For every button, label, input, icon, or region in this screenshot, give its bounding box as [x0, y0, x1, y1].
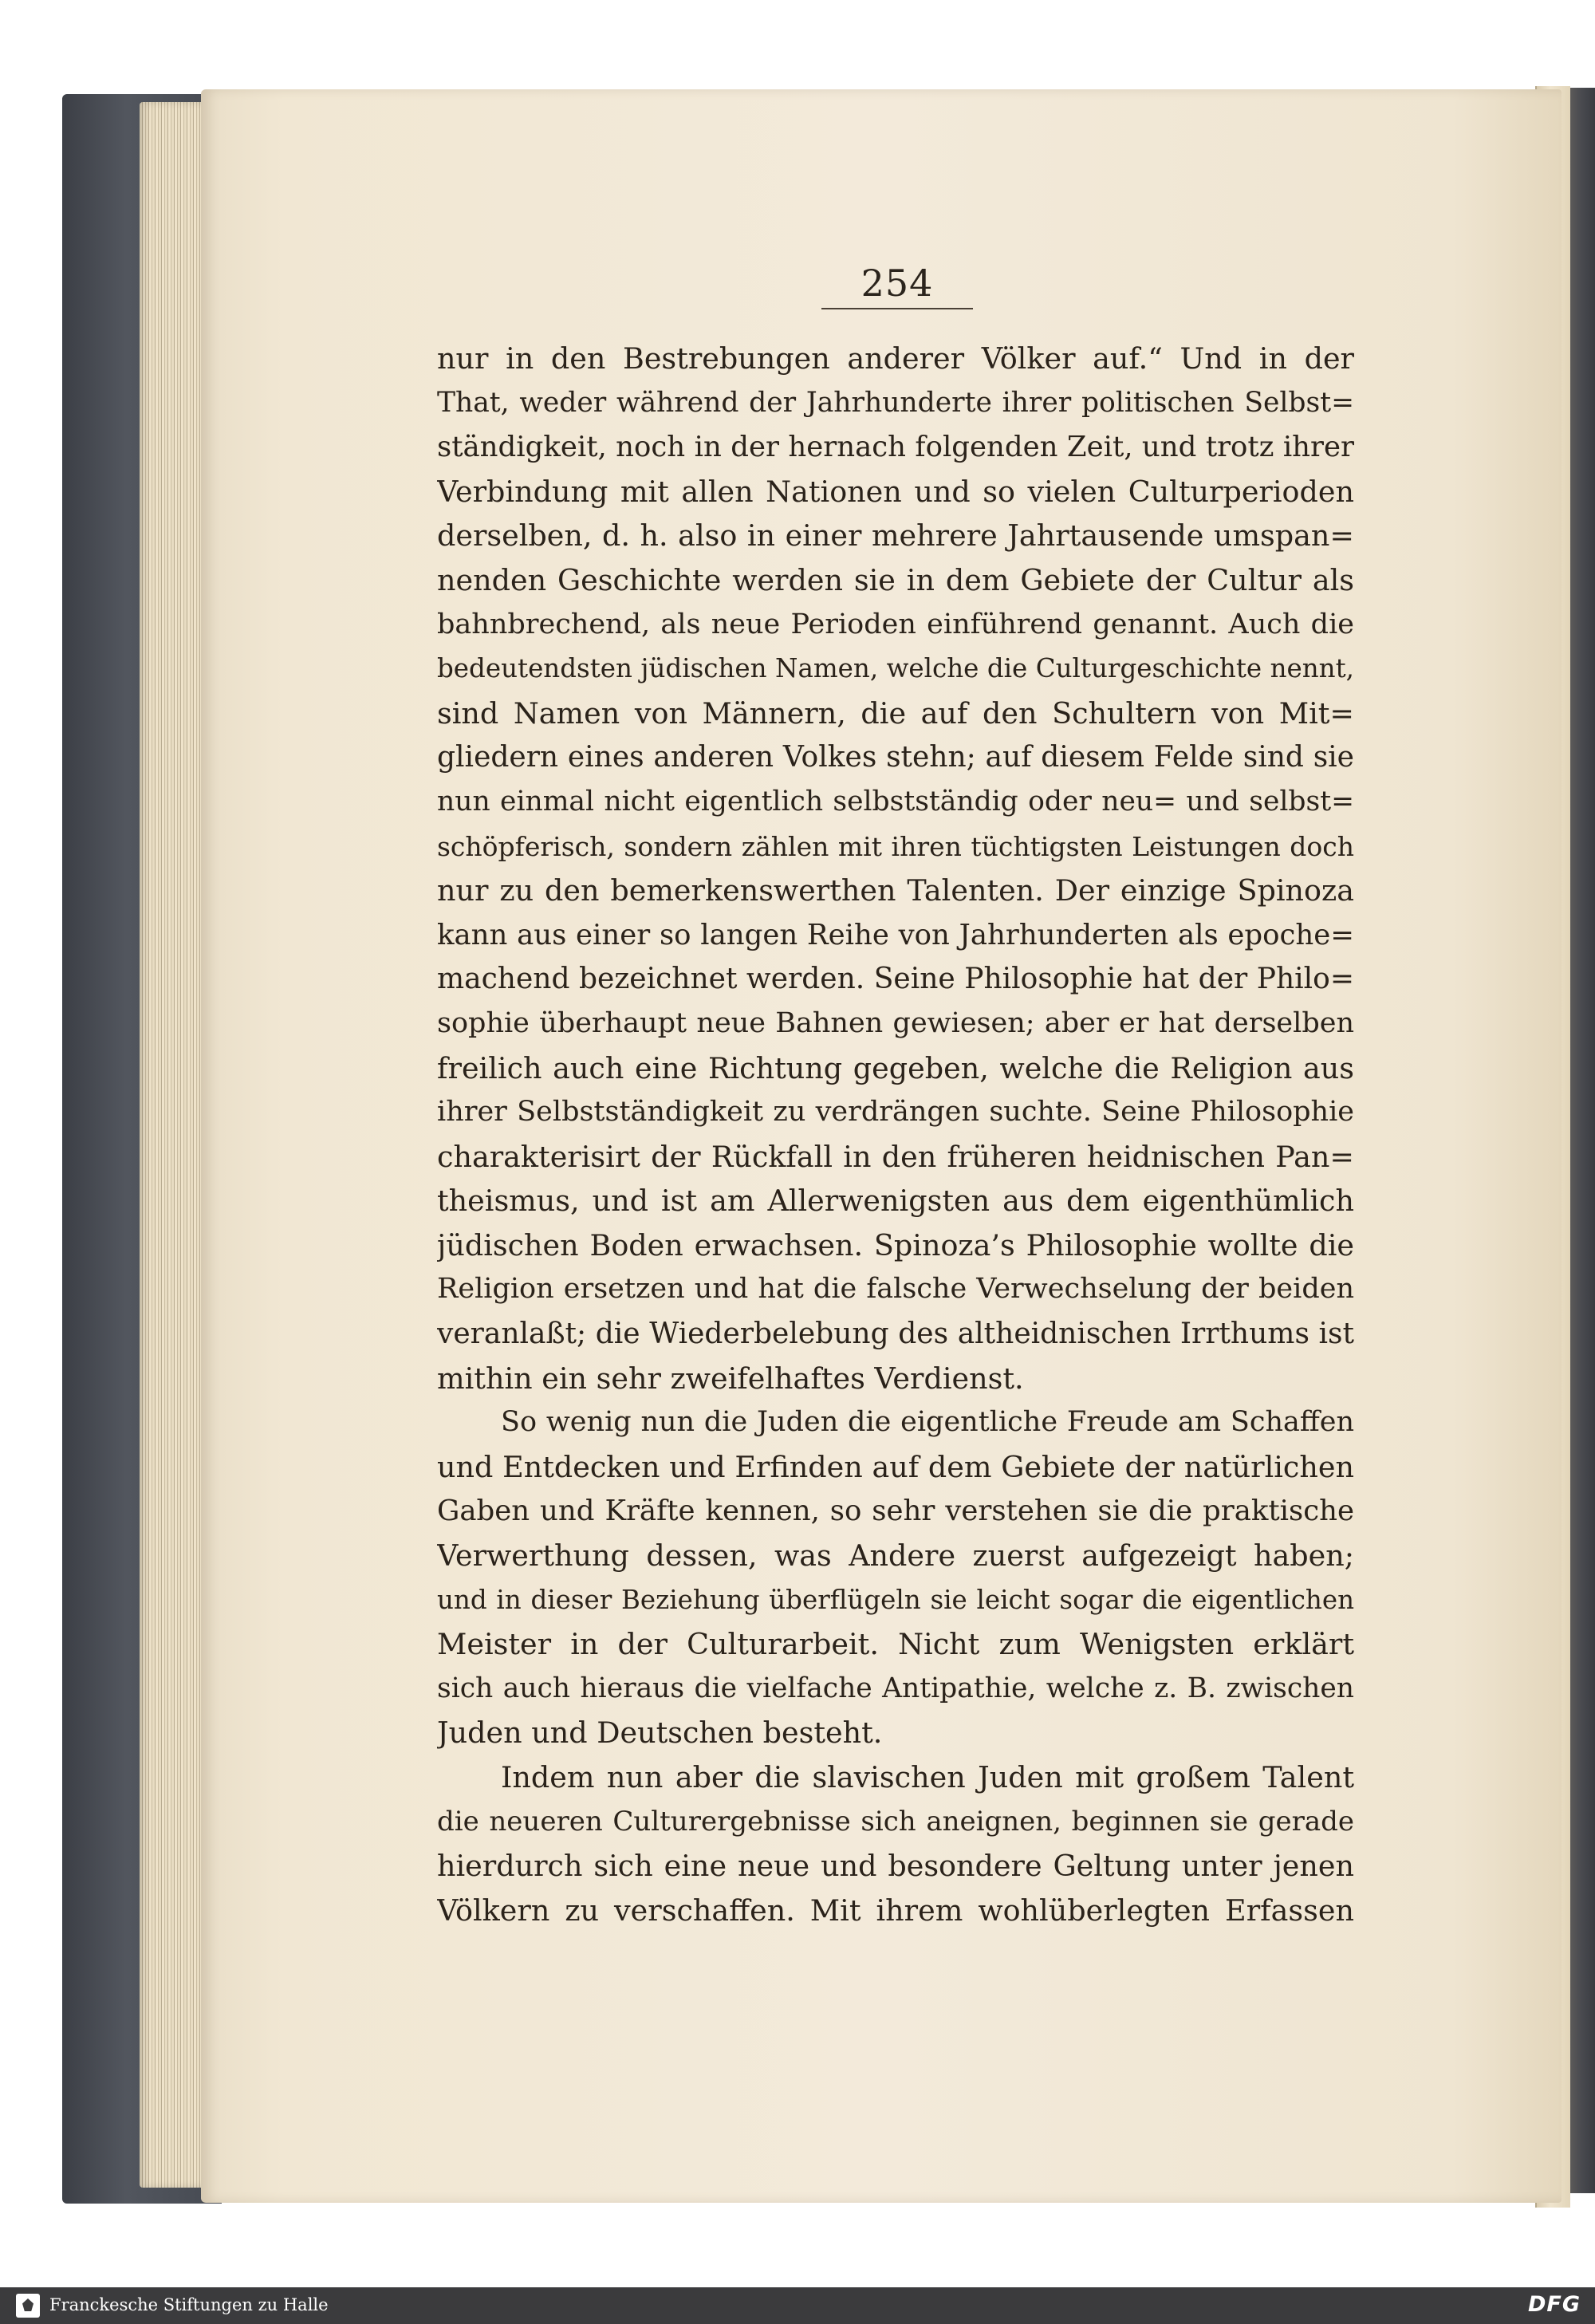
page-text	[437, 337, 1354, 1932]
text-line: sich auch hieraus die vielfache Antipathie, welche z. B. zwischen	[437, 1672, 1354, 1704]
institution-name: Franckesche Stiftungen zu Halle	[49, 2295, 329, 2314]
text-line: Verbindung mit allen Nationen und so vielen Culturperioden	[437, 474, 1354, 509]
text-line: ihrer Selbstständigkeit zu verdrängen suchte. Seine Philosophie	[437, 1096, 1354, 1129]
text-line: freilich auch eine Richtung gegeben, welche die Religion aus	[437, 1050, 1354, 1085]
page-edges	[140, 102, 207, 2188]
text-line: Gaben und Kräfte kennen, so sehr verstehen sie die praktische	[437, 1495, 1354, 1528]
text-line: hierdurch sich eine neue und besondere Geltung unter jenen	[437, 1849, 1354, 1884]
text-line: So wenig nun die Juden die eigentliche Freude am Schaffen	[501, 1406, 1354, 1439]
text-line: machend bezeichnet werden. Seine Philosophie hat der Philo=	[437, 963, 1354, 996]
text-line: kann aus einer so langen Reihe von Jahrhunderten als epoche=	[437, 918, 1354, 951]
text-line: Verwerthung dessen, was Andere zuerst aufgezeigt haben;	[437, 1538, 1354, 1574]
text-line: Völkern zu verschaffen. Mit ihrem wohlüberlegten Erfassen	[437, 1893, 1354, 1928]
text-line: nur zu den bemerkenswerthen Talenten. Der einzige Spinoza	[437, 873, 1354, 908]
text-line: sind Namen von Männern, die auf den Schultern von Mit=	[437, 695, 1354, 731]
text-line: Meister in der Culturarbeit. Nicht zum Wenigsten erklärt	[437, 1627, 1354, 1662]
text-line: Religion ersetzen und hat die falsche Verwechselung der beiden	[437, 1273, 1354, 1306]
text-line: ständigkeit, noch in der hernach folgenden Zeit, und trotz ihrer	[437, 431, 1354, 464]
text-line: nur in den Bestrebungen anderer Völker auf.“ Und in der	[437, 341, 1354, 376]
text-line: charakterisirt der Rückfall in den früheren heidnischen Pan=	[437, 1139, 1354, 1174]
footer-bar	[0, 2287, 1595, 2324]
dfg-logo: DFG	[1527, 2292, 1581, 2317]
text-line: That, weder während der Jahrhunderte ihrer politischen Selbst=	[437, 386, 1354, 419]
text-line: theismus, und ist am Allerwenigsten aus dem eigenthümlich	[437, 1184, 1354, 1219]
text-line: schöpferisch, sondern zählen mit ihren tüchtigsten Leistungen doch	[437, 830, 1354, 862]
text-line: nenden Geschichte werden sie in dem Gebiete der Cultur als	[437, 562, 1354, 597]
text-line: derselben, d. h. also in einer mehrere Jahrtausende umspan=	[437, 518, 1354, 553]
text-line: Indem nun aber die slavischen Juden mit großem Talent	[501, 1760, 1354, 1794]
text-line: die neueren Culturergebnisse sich aneignen, beginnen sie gerade	[437, 1805, 1354, 1838]
page-number: 254	[861, 262, 934, 305]
text-line: gliedern eines anderen Volkes stehn; auf diesem Felde sind sie	[437, 741, 1354, 774]
text-line: jüdischen Boden erwachsen. Spinoza’s Philosophie wollte die	[437, 1227, 1354, 1262]
page-number-rule	[821, 308, 973, 309]
text-line: Juden und Deutschen besteht.	[437, 1715, 883, 1751]
text-line: nun einmal nicht eigentlich selbstständig oder neu= und selbst=	[437, 785, 1354, 817]
text-line: mithin ein sehr zweifelhaftes Verdienst.	[437, 1361, 1024, 1396]
text-line: veranlaßt; die Wiederbelebung des altheidnischen Irrthums ist	[437, 1318, 1354, 1351]
text-line: sophie überhaupt neue Bahnen gewiesen; aber er hat derselben	[437, 1006, 1354, 1039]
text-line: bedeutendsten jüdischen Namen, welche die Culturgeschichte nennt,	[437, 653, 1354, 684]
text-line: und in dieser Beziehung überflügeln sie leicht sogar die eigentlichen	[437, 1584, 1354, 1615]
institution-logo-icon	[16, 2294, 40, 2318]
text-line: und Entdecken und Erfinden auf dem Gebiete der natürlichen	[437, 1449, 1354, 1484]
text-line: bahnbrechend, als neue Perioden einführend genannt. Auch die	[437, 608, 1354, 640]
